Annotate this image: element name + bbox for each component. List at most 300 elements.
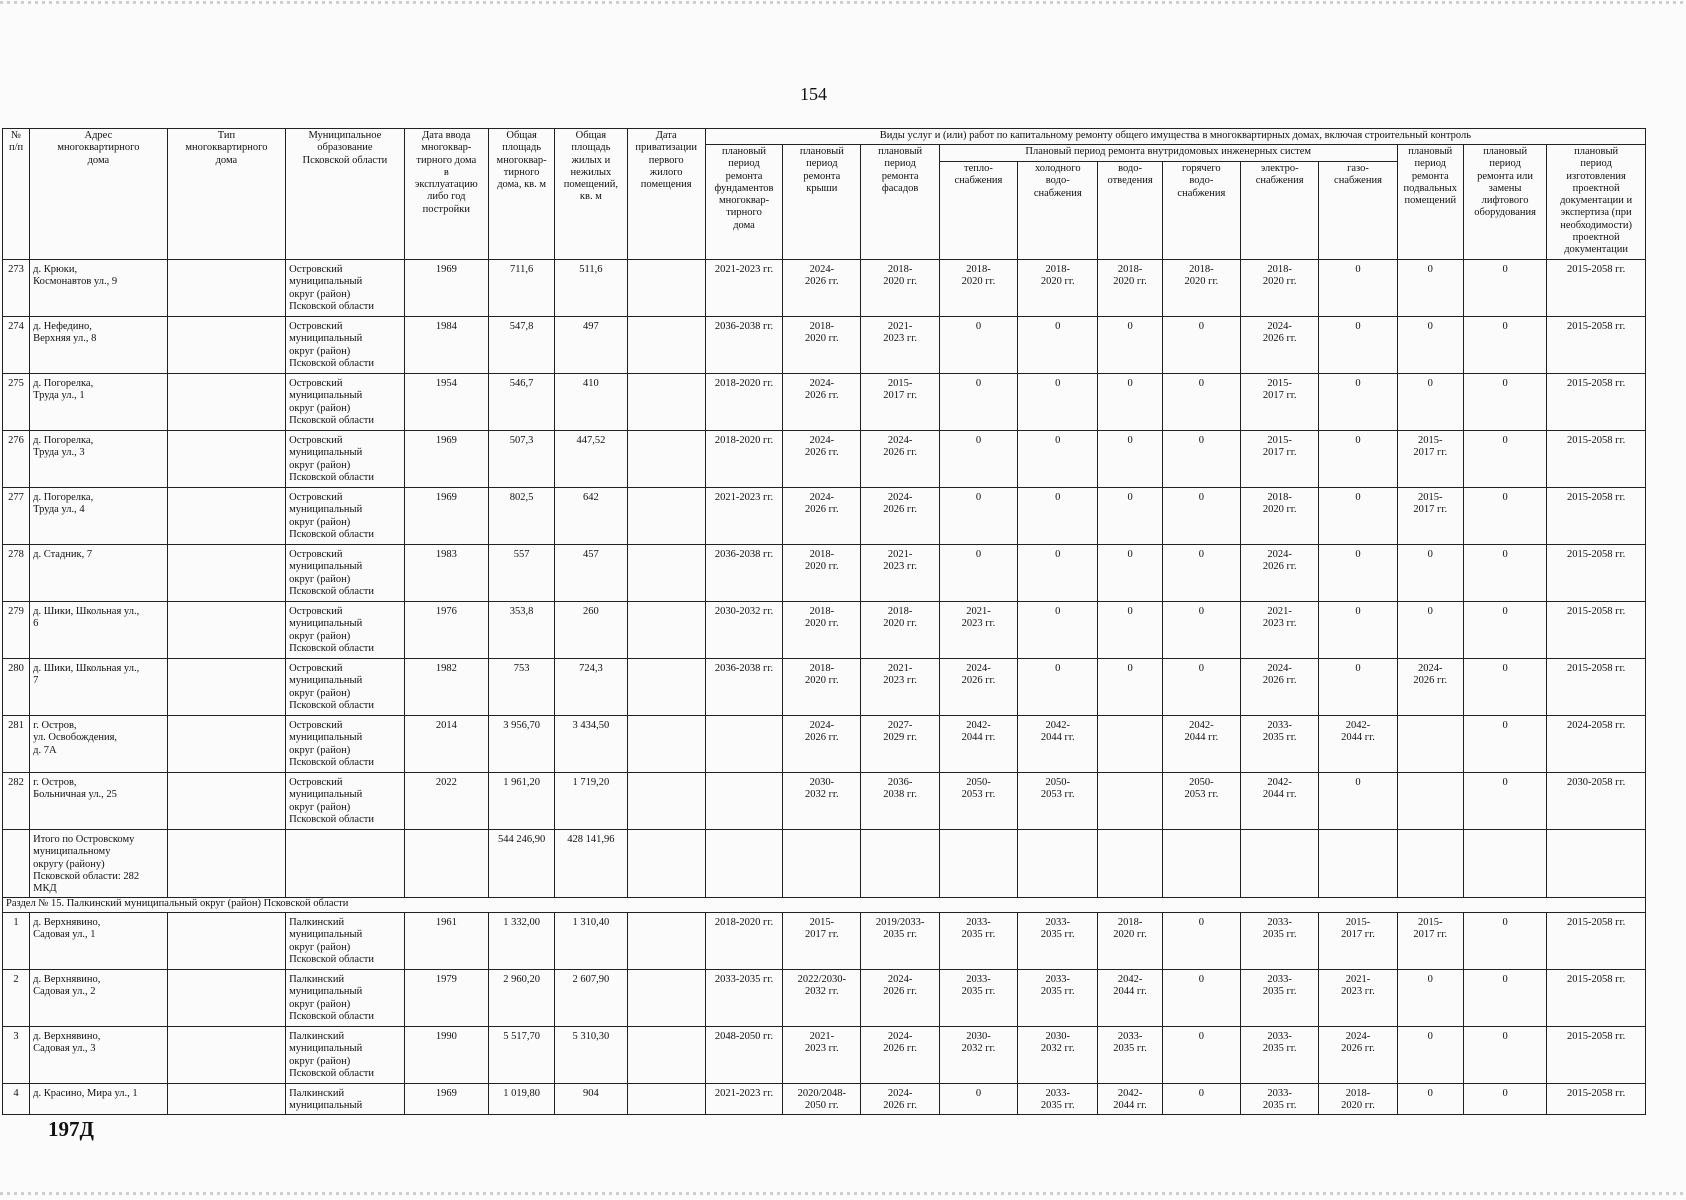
row-heat: 0 — [939, 374, 1017, 431]
row-total-area: 557 — [488, 545, 554, 602]
row-cold-water: 2030- 2032 гг. — [1018, 1027, 1098, 1084]
row-electric: 2015- 2017 гг. — [1241, 374, 1319, 431]
row-num: 275 — [3, 374, 30, 431]
row-sewer — [1098, 773, 1162, 830]
row-roof: 2024- 2026 гг. — [783, 374, 861, 431]
row-privatization — [627, 913, 705, 970]
total-empty-cell — [1018, 830, 1098, 898]
row-electric: 2018- 2020 гг. — [1241, 488, 1319, 545]
row-type — [167, 659, 285, 716]
row-elevator: 0 — [1463, 488, 1546, 545]
row-sewer — [1098, 716, 1162, 773]
row-municipality: Палкинский муниципальный округ (район) Псковской области — [286, 913, 404, 970]
row-num: 273 — [3, 260, 30, 317]
total-empty-cell — [1397, 830, 1463, 898]
header-municipality: Муниципальное образование Псковской области — [286, 129, 404, 260]
row-gas: 0 — [1319, 260, 1397, 317]
row-heat: 2018- 2020 гг. — [939, 260, 1017, 317]
total-empty-cell — [861, 830, 939, 898]
row-elevator: 0 — [1463, 317, 1546, 374]
total-empty-cell — [1162, 830, 1240, 898]
row-foundation: 2030-2032 гг. — [705, 602, 782, 659]
row-sewer: 0 — [1098, 488, 1162, 545]
row-heat: 2024- 2026 гг. — [939, 659, 1017, 716]
row-roof: 2018- 2020 гг. — [783, 317, 861, 374]
capital-repair-register-table — [2, 128, 1646, 1115]
row-hot-water: 0 — [1162, 602, 1240, 659]
table-row — [3, 431, 1646, 488]
row-address: д. Верхнявино, Садовая ул., 1 — [30, 913, 168, 970]
row-total-area: 507,3 — [488, 431, 554, 488]
row-hot-water: 0 — [1162, 545, 1240, 602]
total-empty-cell — [939, 830, 1017, 898]
row-address: д. Красино, Мира ул., 1 — [30, 1084, 168, 1115]
total-row — [3, 830, 1646, 898]
row-total-area: 3 956,70 — [488, 716, 554, 773]
row-municipality: Островский муниципальный округ (район) Псковской области — [286, 545, 404, 602]
row-total-area: 1 019,80 — [488, 1084, 554, 1115]
row-design-docs: 2015-2058 гг. — [1547, 602, 1646, 659]
row-electric: 2033- 2035 гг. — [1241, 716, 1319, 773]
row-municipality: Островский муниципальный округ (район) Псковской области — [286, 659, 404, 716]
row-gas: 0 — [1319, 488, 1397, 545]
row-municipality: Палкинский муниципальный округ (район) Псковской области — [286, 1027, 404, 1084]
row-foundation: 2048-2050 гг. — [705, 1027, 782, 1084]
row-roof: 2030- 2032 гг. — [783, 773, 861, 830]
row-roof: 2024- 2026 гг. — [783, 716, 861, 773]
row-gas: 0 — [1319, 545, 1397, 602]
row-privatization — [627, 488, 705, 545]
header-gas: газо- снабжения — [1319, 162, 1397, 260]
row-type — [167, 488, 285, 545]
palkino-rows — [3, 913, 1646, 1115]
row-date: 1984 — [404, 317, 488, 374]
header-engineering-group: Плановый период ремонта внутридомовых инженерных систем — [939, 145, 1397, 162]
row-num: 2 — [3, 970, 30, 1027]
row-privatization — [627, 602, 705, 659]
row-living-area: 5 310,30 — [555, 1027, 627, 1084]
row-cold-water: 0 — [1018, 431, 1098, 488]
row-hot-water: 0 — [1162, 317, 1240, 374]
row-living-area: 260 — [555, 602, 627, 659]
row-gas: 0 — [1319, 602, 1397, 659]
row-elevator: 0 — [1463, 716, 1546, 773]
row-heat: 2050- 2053 гг. — [939, 773, 1017, 830]
row-living-area: 1 719,20 — [555, 773, 627, 830]
page-number: 154 — [800, 84, 827, 104]
row-foundation: 2021-2023 гг. — [705, 1084, 782, 1115]
total-label: Итого по Островскому муниципальному округу (району) Псковской области: 282 МКД — [30, 830, 168, 898]
row-num: 282 — [3, 773, 30, 830]
row-basement: 2015- 2017 гг. — [1397, 431, 1463, 488]
row-roof: 2015- 2017 гг. — [783, 913, 861, 970]
header-privatization: Дата приватизации первого жилого помещения — [627, 129, 705, 260]
row-total-area: 753 — [488, 659, 554, 716]
row-foundation: 2036-2038 гг. — [705, 659, 782, 716]
row-num: 4 — [3, 1084, 30, 1115]
row-hot-water: 2018- 2020 гг. — [1162, 260, 1240, 317]
scan-edge-top — [0, 1, 1686, 4]
row-living-area: 2 607,90 — [555, 970, 627, 1027]
row-cold-water: 2033- 2035 гг. — [1018, 1084, 1098, 1115]
header-design-docs: плановый период изготовления проектной документации и экспертиза (при необходимости) проектной документации — [1547, 145, 1646, 260]
row-type — [167, 1084, 285, 1115]
total-empty-cell — [167, 830, 285, 898]
row-num: 277 — [3, 488, 30, 545]
row-privatization — [627, 431, 705, 488]
row-foundation — [705, 716, 782, 773]
row-design-docs: 2015-2058 гг. — [1547, 374, 1646, 431]
total-empty-cell — [404, 830, 488, 898]
row-foundation: 2021-2023 гг. — [705, 260, 782, 317]
total-num-cell — [3, 830, 30, 898]
row-electric: 2033- 2035 гг. — [1241, 913, 1319, 970]
row-total-area: 353,8 — [488, 602, 554, 659]
row-living-area: 904 — [555, 1084, 627, 1115]
row-elevator: 0 — [1463, 1027, 1546, 1084]
row-privatization — [627, 260, 705, 317]
row-design-docs: 2015-2058 гг. — [1547, 488, 1646, 545]
row-cold-water: 0 — [1018, 602, 1098, 659]
row-design-docs: 2015-2058 гг. — [1547, 659, 1646, 716]
row-facade: 2018- 2020 гг. — [861, 602, 939, 659]
section-row — [3, 898, 1646, 913]
row-gas: 0 — [1319, 773, 1397, 830]
row-num: 276 — [3, 431, 30, 488]
header-works-group: Виды услуг и (или) работ по капитальному ремонту общего имущества в многоквартирных домах, включая строительный контроль — [705, 129, 1645, 145]
table-row — [3, 374, 1646, 431]
row-date: 1983 — [404, 545, 488, 602]
row-address: д. Верхнявино, Садовая ул., 3 — [30, 1027, 168, 1084]
row-basement: 0 — [1397, 374, 1463, 431]
row-type — [167, 1027, 285, 1084]
row-elevator: 0 — [1463, 659, 1546, 716]
row-design-docs: 2015-2058 гг. — [1547, 1027, 1646, 1084]
row-type — [167, 602, 285, 659]
total-empty-cell — [705, 830, 782, 898]
row-living-area: 511,6 — [555, 260, 627, 317]
row-sewer: 2018- 2020 гг. — [1098, 913, 1162, 970]
row-basement: 2015- 2017 гг. — [1397, 488, 1463, 545]
total-living-area: 428 141,96 — [555, 830, 627, 898]
row-heat: 2033- 2035 гг. — [939, 970, 1017, 1027]
row-foundation — [705, 773, 782, 830]
table-row — [3, 1027, 1646, 1084]
row-heat: 2021- 2023 гг. — [939, 602, 1017, 659]
row-gas: 2042- 2044 гг. — [1319, 716, 1397, 773]
row-heat: 2042- 2044 гг. — [939, 716, 1017, 773]
row-num: 281 — [3, 716, 30, 773]
row-living-area: 447,52 — [555, 431, 627, 488]
row-address: д. Шики, Школьная ул., 7 — [30, 659, 168, 716]
row-living-area: 724,3 — [555, 659, 627, 716]
row-basement: 0 — [1397, 970, 1463, 1027]
row-municipality: Островский муниципальный округ (район) Псковской области — [286, 260, 404, 317]
row-sewer: 0 — [1098, 545, 1162, 602]
row-elevator: 0 — [1463, 1084, 1546, 1115]
row-address: д. Погорелка, Труда ул., 1 — [30, 374, 168, 431]
row-electric: 2033- 2035 гг. — [1241, 1084, 1319, 1115]
row-elevator: 0 — [1463, 374, 1546, 431]
row-electric: 2033- 2035 гг. — [1241, 1027, 1319, 1084]
row-hot-water: 2050- 2053 гг. — [1162, 773, 1240, 830]
row-elevator: 0 — [1463, 431, 1546, 488]
total-empty-cell — [783, 830, 861, 898]
row-cold-water: 0 — [1018, 545, 1098, 602]
row-privatization — [627, 374, 705, 431]
row-cold-water: 0 — [1018, 659, 1098, 716]
row-cold-water: 2033- 2035 гг. — [1018, 970, 1098, 1027]
header-roof: плановый период ремонта крыши — [783, 145, 861, 260]
row-living-area: 642 — [555, 488, 627, 545]
row-date: 1982 — [404, 659, 488, 716]
row-hot-water: 0 — [1162, 1027, 1240, 1084]
row-date: 1954 — [404, 374, 488, 431]
row-municipality: Островский муниципальный округ (район) Псковской области — [286, 716, 404, 773]
header-foundation: плановый период ремонта фундаментов многоквар- тирного дома — [705, 145, 782, 260]
row-basement — [1397, 716, 1463, 773]
table-row — [3, 970, 1646, 1027]
row-heat: 0 — [939, 545, 1017, 602]
row-elevator: 0 — [1463, 602, 1546, 659]
row-address: г. Остров, Больничная ул., 25 — [30, 773, 168, 830]
header-basement: плановый период ремонта подвальных помещений — [1397, 145, 1463, 260]
row-date: 2014 — [404, 716, 488, 773]
row-foundation: 2021-2023 гг. — [705, 488, 782, 545]
row-sewer: 0 — [1098, 374, 1162, 431]
row-cold-water: 0 — [1018, 488, 1098, 545]
row-roof: 2018- 2020 гг. — [783, 545, 861, 602]
row-electric: 2018- 2020 гг. — [1241, 260, 1319, 317]
row-address: д. Стадник, 7 — [30, 545, 168, 602]
row-heat: 0 — [939, 317, 1017, 374]
row-type — [167, 545, 285, 602]
row-privatization — [627, 317, 705, 374]
table-row — [3, 260, 1646, 317]
row-sewer: 2042- 2044 гг. — [1098, 970, 1162, 1027]
total-total-area: 544 246,90 — [488, 830, 554, 898]
row-gas: 2015- 2017 гг. — [1319, 913, 1397, 970]
row-basement: 2015- 2017 гг. — [1397, 913, 1463, 970]
row-hot-water: 0 — [1162, 970, 1240, 1027]
table-row — [3, 1084, 1646, 1115]
row-num: 3 — [3, 1027, 30, 1084]
row-total-area: 5 517,70 — [488, 1027, 554, 1084]
row-facade: 2021- 2023 гг. — [861, 317, 939, 374]
row-num: 280 — [3, 659, 30, 716]
total-empty-cell — [286, 830, 404, 898]
row-total-area: 2 960,20 — [488, 970, 554, 1027]
row-elevator: 0 — [1463, 913, 1546, 970]
row-facade: 2024- 2026 гг. — [861, 1027, 939, 1084]
row-address: д. Погорелка, Труда ул., 4 — [30, 488, 168, 545]
row-municipality: Палкинский муниципальный — [286, 1084, 404, 1115]
row-living-area: 3 434,50 — [555, 716, 627, 773]
row-roof: 2018- 2020 гг. — [783, 659, 861, 716]
ostrov-total — [3, 830, 1646, 913]
row-heat: 2033- 2035 гг. — [939, 913, 1017, 970]
row-design-docs: 2024-2058 гг. — [1547, 716, 1646, 773]
row-sewer: 2042- 2044 гг. — [1098, 1084, 1162, 1115]
row-electric: 2015- 2017 гг. — [1241, 431, 1319, 488]
row-municipality: Островский муниципальный округ (район) Псковской области — [286, 602, 404, 659]
row-privatization — [627, 716, 705, 773]
row-date: 1976 — [404, 602, 488, 659]
row-municipality: Островский муниципальный округ (район) Псковской области — [286, 317, 404, 374]
row-roof: 2021- 2023 гг. — [783, 1027, 861, 1084]
row-facade: 2024- 2026 гг. — [861, 431, 939, 488]
row-basement: 0 — [1397, 602, 1463, 659]
row-elevator: 0 — [1463, 545, 1546, 602]
row-basement — [1397, 773, 1463, 830]
row-hot-water: 0 — [1162, 659, 1240, 716]
row-living-area: 497 — [555, 317, 627, 374]
row-basement: 0 — [1397, 1084, 1463, 1115]
row-elevator: 0 — [1463, 773, 1546, 830]
row-basement: 0 — [1397, 317, 1463, 374]
header-type: Тип многоквартирного дома — [167, 129, 285, 260]
total-empty-cell — [1463, 830, 1546, 898]
row-type — [167, 317, 285, 374]
row-type — [167, 374, 285, 431]
row-facade: 2021- 2023 гг. — [861, 659, 939, 716]
row-type — [167, 913, 285, 970]
row-living-area: 410 — [555, 374, 627, 431]
row-date: 1979 — [404, 970, 488, 1027]
row-roof: 2018- 2020 гг. — [783, 602, 861, 659]
row-cold-water: 2050- 2053 гг. — [1018, 773, 1098, 830]
row-roof: 2022/2030- 2032 гг. — [783, 970, 861, 1027]
table-row — [3, 545, 1646, 602]
row-address: д. Крюки, Космонавтов ул., 9 — [30, 260, 168, 317]
row-basement: 2024- 2026 гг. — [1397, 659, 1463, 716]
row-privatization — [627, 659, 705, 716]
row-foundation: 2036-2038 гг. — [705, 545, 782, 602]
row-gas: 2021- 2023 гг. — [1319, 970, 1397, 1027]
row-num: 279 — [3, 602, 30, 659]
row-foundation: 2018-2020 гг. — [705, 374, 782, 431]
row-roof: 2024- 2026 гг. — [783, 431, 861, 488]
row-total-area: 1 332,00 — [488, 913, 554, 970]
row-design-docs: 2015-2058 гг. — [1547, 260, 1646, 317]
row-total-area: 547,8 — [488, 317, 554, 374]
row-date: 1969 — [404, 1084, 488, 1115]
row-facade: 2024- 2026 гг. — [861, 970, 939, 1027]
row-total-area: 546,7 — [488, 374, 554, 431]
row-type — [167, 260, 285, 317]
table-row — [3, 659, 1646, 716]
row-facade: 2036- 2038 гг. — [861, 773, 939, 830]
table-row — [3, 488, 1646, 545]
row-facade: 2024- 2026 гг. — [861, 1084, 939, 1115]
row-hot-water: 2042- 2044 гг. — [1162, 716, 1240, 773]
total-empty-cell — [1319, 830, 1397, 898]
row-electric: 2033- 2035 гг. — [1241, 970, 1319, 1027]
row-hot-water: 0 — [1162, 1084, 1240, 1115]
row-municipality: Островский муниципальный округ (район) Псковской области — [286, 374, 404, 431]
table-row — [3, 317, 1646, 374]
row-num: 1 — [3, 913, 30, 970]
total-empty-cell — [1241, 830, 1319, 898]
row-cold-water: 0 — [1018, 374, 1098, 431]
row-address: г. Остров, ул. Освобождения, д. 7А — [30, 716, 168, 773]
row-sewer: 0 — [1098, 659, 1162, 716]
row-address: д. Шики, Школьная ул., 6 — [30, 602, 168, 659]
row-basement: 0 — [1397, 545, 1463, 602]
row-sewer: 2018- 2020 гг. — [1098, 260, 1162, 317]
row-design-docs: 2030-2058 гг. — [1547, 773, 1646, 830]
row-heat: 0 — [939, 1084, 1017, 1115]
header-facade: плановый период ремонта фасадов — [861, 145, 939, 260]
row-facade: 2019/2033- 2035 гг. — [861, 913, 939, 970]
row-privatization — [627, 1084, 705, 1115]
row-heat: 2030- 2032 гг. — [939, 1027, 1017, 1084]
row-roof: 2024- 2026 гг. — [783, 260, 861, 317]
header-electric: электро- снабжения — [1241, 162, 1319, 260]
row-living-area: 1 310,40 — [555, 913, 627, 970]
row-address: д. Верхнявино, Садовая ул., 2 — [30, 970, 168, 1027]
header-heat: тепло- снабжения — [939, 162, 1017, 260]
row-elevator: 0 — [1463, 970, 1546, 1027]
row-privatization — [627, 545, 705, 602]
row-privatization — [627, 773, 705, 830]
row-cold-water: 2042- 2044 гг. — [1018, 716, 1098, 773]
row-foundation: 2036-2038 гг. — [705, 317, 782, 374]
row-basement: 0 — [1397, 1027, 1463, 1084]
row-privatization — [627, 970, 705, 1027]
row-gas: 0 — [1319, 317, 1397, 374]
row-type — [167, 431, 285, 488]
row-date: 2022 — [404, 773, 488, 830]
row-num: 278 — [3, 545, 30, 602]
row-basement: 0 — [1397, 260, 1463, 317]
row-electric: 2024- 2026 гг. — [1241, 317, 1319, 374]
table-row — [3, 716, 1646, 773]
row-foundation: 2033-2035 гг. — [705, 970, 782, 1027]
row-num: 274 — [3, 317, 30, 374]
header-address: Адрес многоквартирного дома — [30, 129, 168, 260]
row-design-docs: 2015-2058 гг. — [1547, 913, 1646, 970]
row-municipality: Палкинский муниципальный округ (район) Псковской области — [286, 970, 404, 1027]
row-municipality: Островский муниципальный округ (район) Псковской области — [286, 773, 404, 830]
row-address: д. Погорелка, Труда ул., 3 — [30, 431, 168, 488]
row-facade: 2021- 2023 гг. — [861, 545, 939, 602]
row-electric: 2021- 2023 гг. — [1241, 602, 1319, 659]
row-design-docs: 2015-2058 гг. — [1547, 970, 1646, 1027]
total-empty-cell — [627, 830, 705, 898]
header-date-entry: Дата ввода многоквар- тирного дома в эксплуатацию либо год постройки — [404, 129, 488, 260]
header-cold-water: холодного водо- снабжения — [1018, 162, 1098, 260]
row-hot-water: 0 — [1162, 488, 1240, 545]
row-gas: 0 — [1319, 659, 1397, 716]
row-design-docs: 2015-2058 гг. — [1547, 545, 1646, 602]
row-total-area: 1 961,20 — [488, 773, 554, 830]
table-row — [3, 773, 1646, 830]
row-date: 1990 — [404, 1027, 488, 1084]
row-type — [167, 716, 285, 773]
row-elevator: 0 — [1463, 260, 1546, 317]
row-type — [167, 970, 285, 1027]
row-hot-water: 0 — [1162, 374, 1240, 431]
row-foundation: 2018-2020 гг. — [705, 431, 782, 488]
header-living-area: Общая площадь жилых и нежилых помещений, кв. м — [555, 129, 627, 260]
header-total-area: Общая площадь многоквар- тирного дома, кв. м — [488, 129, 554, 260]
section-heading: Раздел № 15. Палкинский муниципальный округ (район) Псковской области — [3, 898, 1646, 913]
row-heat: 0 — [939, 431, 1017, 488]
row-type — [167, 773, 285, 830]
table-row — [3, 913, 1646, 970]
row-municipality: Островский муниципальный округ (район) Псковской области — [286, 431, 404, 488]
